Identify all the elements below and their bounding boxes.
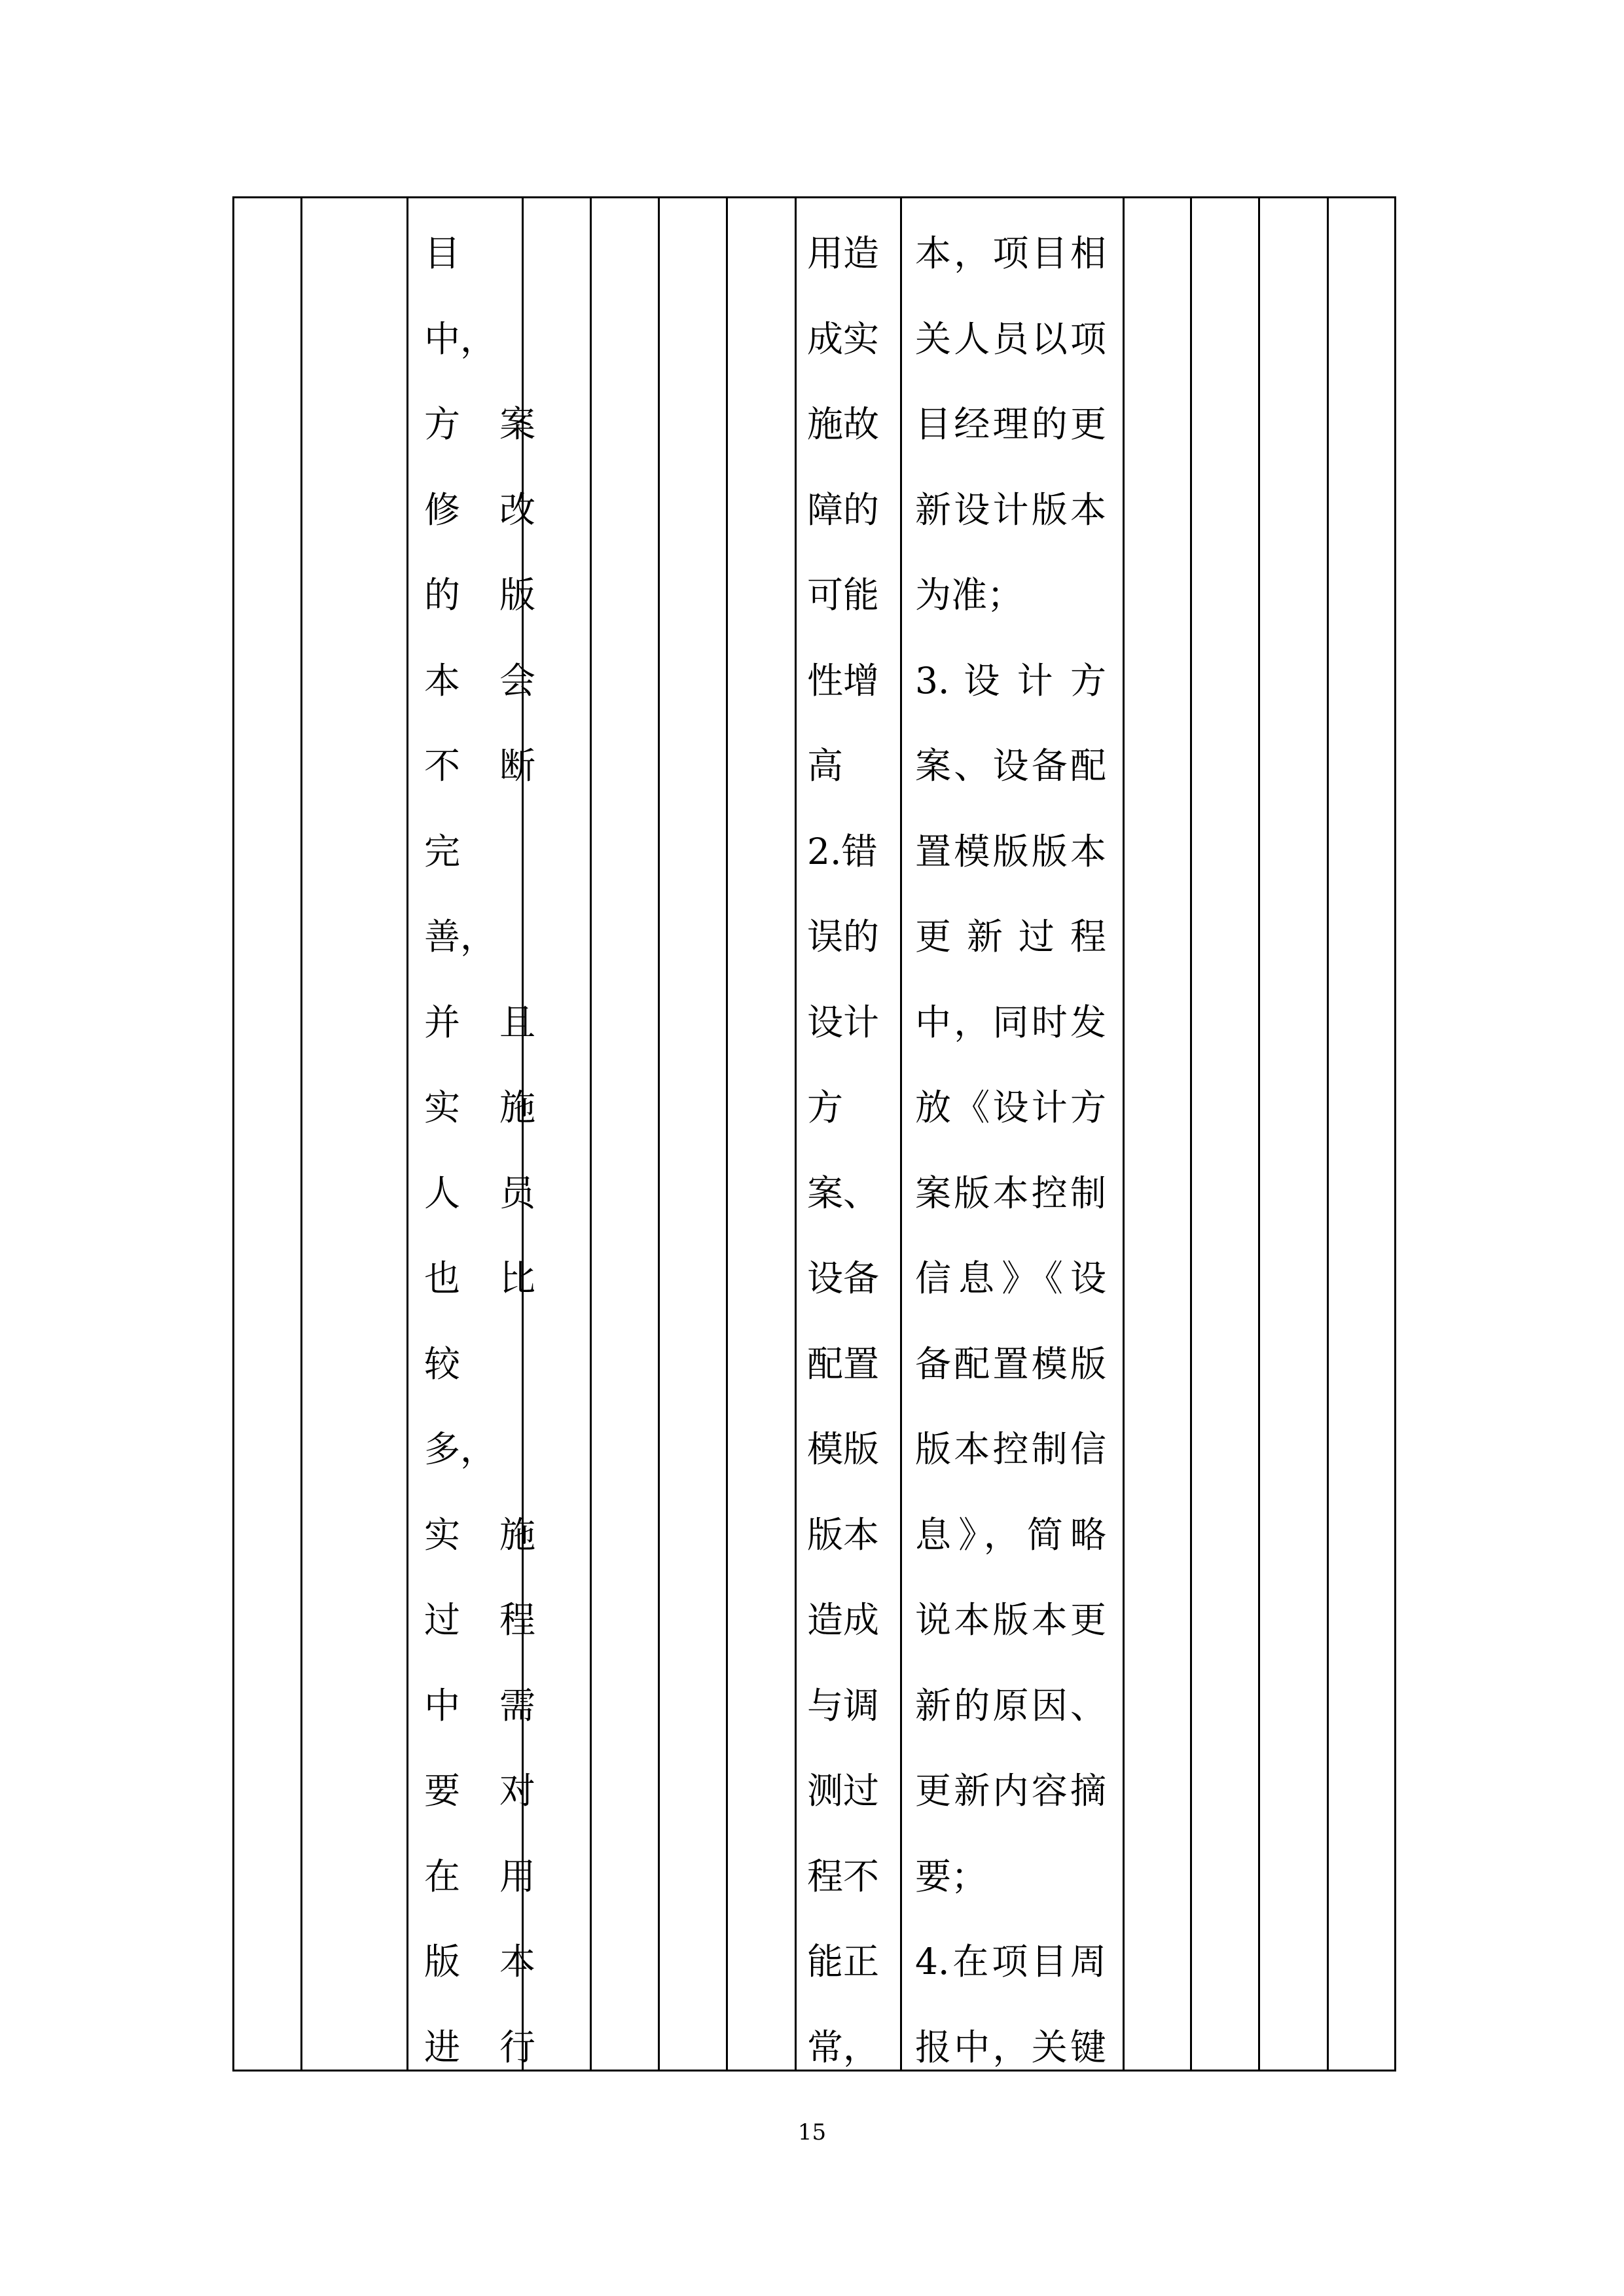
cell-line: 误的 bbox=[807, 916, 880, 958]
cell-line: 关人员以项 bbox=[915, 317, 1106, 360]
cell-line: 新的原因、 bbox=[915, 1684, 1106, 1727]
cell-line: 能正 bbox=[807, 1941, 880, 1982]
cell-line: 更新内容摘 bbox=[915, 1770, 1106, 1812]
column-border bbox=[1394, 196, 1396, 2072]
cell-line: 实施 bbox=[424, 1513, 535, 1556]
cell-line: 性增 bbox=[807, 659, 880, 702]
cell-line: 更 新 过 程 bbox=[915, 916, 1106, 958]
cell-line: 放《设计方 bbox=[915, 1086, 1106, 1128]
cell-line: 配置 bbox=[807, 1342, 880, 1385]
cell-line: 案、 bbox=[807, 1172, 880, 1214]
cell-column-3 bbox=[424, 196, 535, 2090]
cell-line: 与调 bbox=[807, 1684, 880, 1727]
cell-line: 人员 bbox=[424, 1172, 535, 1214]
cell-line: 可能 bbox=[807, 574, 880, 616]
cell-line: 在用 bbox=[424, 1855, 535, 1897]
column-border bbox=[300, 196, 302, 2072]
cell-line: 的版 bbox=[424, 574, 535, 616]
column-border bbox=[795, 196, 797, 2072]
cell-line: 本，项目相 bbox=[915, 232, 1106, 274]
column-border bbox=[1190, 196, 1192, 2072]
cell-line: 程不 bbox=[807, 1855, 880, 1897]
cell-line: 信息》《设 bbox=[915, 1257, 1106, 1299]
cell-line: 完 bbox=[424, 830, 461, 872]
column-border bbox=[1123, 196, 1125, 2072]
cell-line: 中，同时发 bbox=[915, 1001, 1106, 1043]
column-border bbox=[406, 196, 408, 2072]
cell-line: 为准； bbox=[915, 574, 1024, 616]
cell-line: 方案 bbox=[424, 403, 535, 445]
cell-line: 中需 bbox=[424, 1684, 535, 1727]
cell-line: 目经理的更 bbox=[915, 403, 1106, 445]
cell-line: 备配置模版 bbox=[915, 1342, 1106, 1385]
cell-line: 版本控制信 bbox=[915, 1428, 1106, 1470]
cell-line: 用造 bbox=[807, 232, 880, 274]
cell-line: 报中，关键 bbox=[915, 2026, 1106, 2068]
cell-line: 较 bbox=[424, 1342, 461, 1385]
document-table bbox=[232, 196, 1396, 2072]
cell-line: 新设计版本 bbox=[915, 488, 1106, 531]
cell-line: 善， bbox=[424, 916, 497, 958]
cell-line: 目 bbox=[424, 232, 461, 274]
cell-column-9 bbox=[915, 196, 1106, 2090]
cell-line: 不断 bbox=[424, 745, 535, 787]
column-border bbox=[590, 196, 592, 2072]
page-number: 15 bbox=[797, 2119, 827, 2145]
cell-line: 高 bbox=[807, 745, 844, 787]
cell-line: 要； bbox=[915, 1855, 988, 1897]
column-border bbox=[1327, 196, 1329, 2072]
cell-line: 实施 bbox=[424, 1086, 535, 1128]
cell-line: 也比 bbox=[424, 1257, 535, 1299]
cell-line: 版本 bbox=[424, 1941, 535, 1982]
cell-line: 施故 bbox=[807, 403, 880, 445]
cell-line: 设备 bbox=[807, 1257, 880, 1299]
cell-line: 多， bbox=[424, 1428, 497, 1470]
cell-line: 障的 bbox=[807, 488, 880, 531]
cell-line: 成实 bbox=[807, 317, 880, 360]
cell-line: 中， bbox=[424, 317, 497, 360]
cell-line: 测过 bbox=[807, 1770, 880, 1812]
cell-line: 过程 bbox=[424, 1599, 535, 1641]
column-border bbox=[1258, 196, 1260, 2072]
cell-line: 设计 bbox=[807, 1001, 880, 1043]
cell-line: 说本版本更 bbox=[915, 1599, 1106, 1641]
cell-line: 案版本控制 bbox=[915, 1172, 1106, 1214]
cell-column-8 bbox=[807, 196, 905, 2090]
cell-line: 案、设备配 bbox=[915, 745, 1106, 787]
cell-line: 本会 bbox=[424, 659, 535, 702]
column-border bbox=[726, 196, 728, 2072]
cell-line: 版本 bbox=[807, 1513, 880, 1556]
cell-line: 置模版版本 bbox=[915, 830, 1106, 872]
cell-line: 模版 bbox=[807, 1428, 880, 1470]
cell-line: 并且 bbox=[424, 1001, 535, 1043]
cell-line: 修改 bbox=[424, 488, 535, 531]
cell-line: 要对 bbox=[424, 1770, 535, 1812]
cell-line: 常， bbox=[807, 2026, 880, 2068]
cell-line: 4.在项目周 bbox=[915, 1941, 1106, 1982]
column-border bbox=[232, 196, 234, 2072]
cell-line: 方 bbox=[807, 1086, 844, 1128]
cell-line: 造成 bbox=[807, 1599, 880, 1641]
column-border bbox=[658, 196, 660, 2072]
cell-line: 2.错 bbox=[807, 830, 878, 872]
cell-line: 3. 设 计 方 bbox=[915, 659, 1106, 702]
cell-line: 进行 bbox=[424, 2026, 535, 2068]
cell-line: 息》，简略 bbox=[915, 1513, 1106, 1556]
